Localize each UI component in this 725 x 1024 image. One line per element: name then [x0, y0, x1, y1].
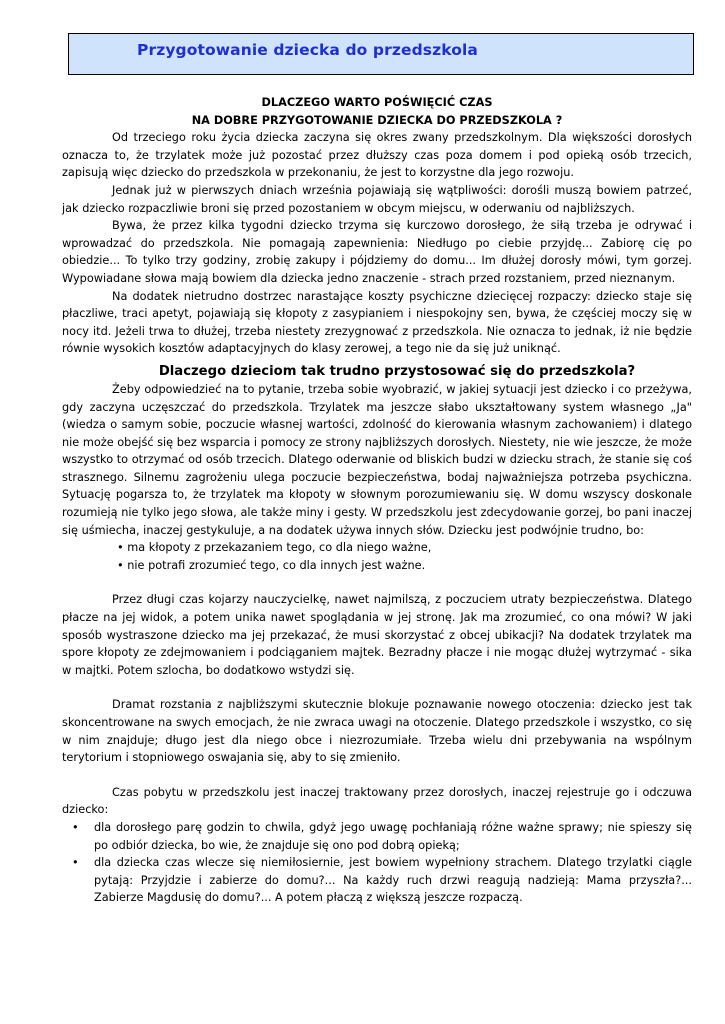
paragraph-3: Bywa, że przez kilka tygodni dziecko trzyma się kurczowo dorosłego, że siłą trzeba je odrywać i wprowadzać do przedszkola. Nie pomagają zapewnienia: Niedługo po ciebie przyjdę... Zabiorę cię po obiedzie... To tylko trzy godziny, zrobię zakupy i pójdziemy do domu... Im dłużej dorosły mówi, tym gorzej. Wypowiadane słowa mają bowiem dla dziecka jedno znaczenie - strach przed rozstaniem, przed nieznanym. — [62, 219, 692, 285]
list-item: • nie potrafi zrozumieć tego, co dla innych jest ważne. — [117, 558, 426, 572]
paragraph-5: Żeby odpowiedzieć na to pytanie, trzeba sobie wyobrazić, w jakiej sytuacji jest dziecko i co przeżywa, gdy zaczyna uczęszczać do przedszkola. Trzylatek ma jeszcze słabo ukształtowany system własnego „Ja" (wiedza o samym sobie, poczucie własnej wartości, zdolność do kierowania własnym zachowaniem) i dlatego nie może obejść się bez wsparcia i pomocy ze strony najbliższych dorosłych. Niestety, nie wie jeszcze, że może wszystko to otrzymać od osób trzecich. Dlatego oderwanie od bliskich budzi w dziecku strach, że stanie się coś strasznego. Silnemu zagrożeniu ulega poczucie bezpieczeństwa, bodaj najważniejsza potrzeba psychiczna. Sytuację pogarsza to, że trzylatek ma kłopoty w słownym porozumiewaniu się. W domu wszyscy doskonale rozumieją nie tylko jego słowa, ale także miny i gesty. W przedszkolu jest zdecydowanie gorzej, bo pani inaczej się uśmiecha, inaczej gestykuluje, a na dodatek używa innych słów. Dziecku jest podwójnie trudno, bo: — [62, 382, 692, 537]
paragraph-8: Czas pobytu w przedszkolu jest inaczej traktowany przez dorosłych, inaczej rejestruje go i odczuwa dziecko: — [62, 785, 692, 817]
paragraph-4: Na dodatek nietrudno dostrzec narastające koszty psychiczne dziecięcej rozpaczy: dziecko staje się płaczliwe, traci apetyt, pojawiają się kłopoty z zasypianiem i niespokojny sen, bywa, że częściej moczy się w nocy itd. Jeżeli trwa to dłużej, trzeba niestety zrezygnować z przedszkola. Nie oznacza to jednak, iż nie będzie równie wysokich kosztów adaptacyjnych do klasy zerowej, a tego nie da się już uniknąć. — [62, 289, 692, 356]
list-item — [72, 854, 692, 907]
document-body — [62, 94, 692, 907]
heading-line-1: DLACZEGO WARTO POŚWIĘCIĆ CZAS — [261, 96, 493, 109]
bullet-mark: • — [72, 856, 79, 870]
difficulty-list — [62, 539, 692, 574]
paragraph-7: Dramat rozstania z najbliższymi skutecznie blokuje poznawanie nowego otoczenia: dziecko jest tak skoncentrowane na swych emocjach, że nie zwraca uwagi na otoczenie. Dlatego przedszkole i wszystko, co się w nim znajduje; długo jest dla niego obce i niezrozumiałe. Trzeba wielu dni przebywania na wspólnym terytorium i stopniowego oswajania się, aby to się zmieniło. — [62, 698, 692, 765]
page-title: Przygotowanie dziecka do przedszkola — [137, 41, 478, 59]
heading-line-2: NA DOBRE PRZYGOTOWANIE DZIECKA DO PRZEDSZKOLA ? — [191, 113, 563, 127]
paragraph-2: Jednak już w pierwszych dniach września pojawiają się wątpliwości: dorośli muszą bowiem patrzeć, jak dziecko rozpaczliwie broni się przed pozostaniem w obcym miejscu, w oderwaniu od najbliższych. — [62, 183, 692, 215]
title-banner — [68, 33, 694, 75]
list-item: • ma kłopoty z przekazaniem tego, co dla niego ważne, — [117, 541, 432, 555]
bullet-mark: • — [72, 820, 79, 834]
time-perception-list — [62, 819, 692, 907]
list-item-text: dla dorosłego parę godzin to chwila, gdyż jego uwagę pochłaniają różne ważne sprawy; nie spieszy się po odbiór dziecka, bo wie, że znajduje się ono pod dobrą opieką; — [94, 820, 692, 852]
list-item — [72, 819, 692, 854]
paragraph-1: Od trzeciego roku życia dziecka zaczyna się okres zwany przedszkolnym. Dla większości dorosłych oznacza to, że trzylatek może już pozostać przez dłuższy czas poza domem i pod opieką osób trzecich, zapisują więc dziecko do przedszkola w przekonaniu, że jest to korzystne dla jego rozwoju. — [62, 131, 692, 180]
list-item-text: dla dziecka czas wlecze się niemiłosiernie, jest bowiem wypełniony strachem. Dlatego trzylatki ciągle pytają: Przyjdzie i zabierze do domu?... Na każdy ruch drzwi reagują nadzieją: Mama przyszła?... Zabierze Magdusię do domu?... A potem płaczą z większą jeszcze rozpaczą. — [94, 856, 692, 905]
section-title: Dlaczego dzieciom tak trudno przystosować się do przedszkola? — [158, 363, 636, 379]
paragraph-6: Przez długi czas kojarzy nauczycielkę, nawet najmilszą, z poczuciem utraty bezpieczeństwa. Dlatego płacze na jej widok, a potem unika nawet spoglądania w jej stronę. Jak ma zrozumieć, co ona mówi? W jaki sposób wystraszone dziecko ma jej przekazać, że musi skorzystać z obcej ubikacji? Na dodatek trzylatek ma spore kłopoty ze zdejmowaniem i podciąganiem majtek. Bezradny płacze i nie mogąc dłużej wytrzymać - sika w majtki. Potem szlocha, bo dodatkowo wstydzi się. — [62, 593, 692, 677]
